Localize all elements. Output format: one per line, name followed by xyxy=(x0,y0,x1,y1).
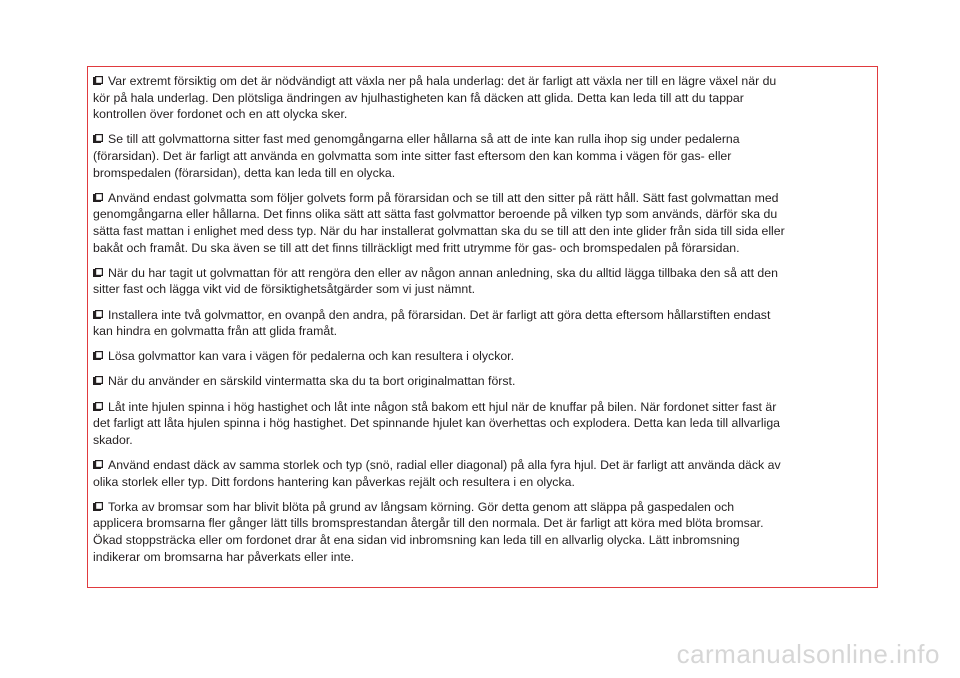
checkbox-bullet-icon xyxy=(93,76,103,86)
checkbox-bullet-icon xyxy=(93,502,103,512)
warning-item xyxy=(93,190,877,256)
warning-text-line: kör på hala underlag. Den plötsliga ändringen av hjulhastigheten kan få däcken att glida. Detta kan leda till att du tappar xyxy=(93,90,744,105)
warning-item xyxy=(93,265,877,298)
checkbox-bullet-icon xyxy=(93,460,103,470)
warning-text-line: Se till att golvmattorna sitter fast med genomgångarna eller hållarna så att de inte kan rulla ihop sig under pedalerna xyxy=(108,132,740,147)
warning-text-line: applicera bromsarna fler gånger lätt tills bromsprestandan återgår till den normala. Det är farligt att köra med blöta bromsar. xyxy=(93,516,764,531)
warning-text-line: kontrollen över fordonet och en att olycka sker. xyxy=(93,107,348,122)
warning-text-line: kan hindra en golvmatta från att glida framåt. xyxy=(93,324,338,339)
warning-item xyxy=(93,131,877,181)
warning-text-line: bromspedalen (förarsidan), detta kan leda till en olycka. xyxy=(93,165,396,180)
warning-first-line xyxy=(93,499,877,516)
checkbox-bullet-icon xyxy=(93,193,103,203)
warning-item xyxy=(93,373,877,390)
warning-text-line: Installera inte två golvmattor, en ovanpå den andra, på förarsidan. Det är farligt att göra detta eftersom hållarstiften endast xyxy=(108,307,771,322)
checkbox-bullet-icon xyxy=(93,402,103,412)
warning-text-line: sätta fast mattan i enlighet med dess typ. När du har installerat golvmattan ska du se till att den inte glider från sida till sida eller xyxy=(93,223,785,238)
warning-item xyxy=(93,399,877,449)
warning-text-line: Var extremt försiktig om det är nödvändigt att växla ner på hala underlag: det är farligt att växla ner till en lägre växel när du xyxy=(108,74,777,88)
warning-text-line: indikerar om bromsarna har påverkats eller inte. xyxy=(93,549,355,564)
checkbox-bullet-icon xyxy=(93,376,103,386)
warning-first-line xyxy=(93,457,877,474)
warning-text-line: (förarsidan). Det är farligt att använda en golvmatta som inte sitter fast eftersom den kan komma i vägen för gas- eller xyxy=(93,148,732,163)
checkbox-bullet-icon xyxy=(93,351,103,361)
checkbox-bullet-icon xyxy=(93,134,103,144)
watermark: carmanualsonline.info xyxy=(676,639,940,669)
warning-item xyxy=(93,457,877,490)
warning-box xyxy=(87,66,878,588)
warning-item xyxy=(93,73,877,123)
warning-text-line: det farligt att låta hjulen spinna i hög hastighet. Det spinnande hjulet kan överhettas och explodera. Detta kan leda till allvarliga xyxy=(93,416,781,431)
warning-text-line: När du har tagit ut golvmattan för att rengöra den eller av någon annan anledning, ska du alltid lägga tillbaka den så att den xyxy=(108,265,778,280)
warning-text-line: sitter fast och lägga vikt vid de försiktighetsåtgärder som vi just nämnt. xyxy=(93,282,476,297)
warning-text-line: Torka av bromsar som har blivit blöta på grund av långsam körning. Gör detta genom att släppa på gaspedalen och xyxy=(108,499,735,514)
warning-item xyxy=(93,307,877,340)
warning-text-line: När du använder en särskild vintermatta ska du ta bort originalmattan först. xyxy=(108,374,516,389)
warning-text-line: bakåt och framåt. Du ska även se till att det finns tillräckligt med fritt utrymme för gas- och bromspedalen på förarsidan. xyxy=(93,240,740,255)
warning-first-line xyxy=(93,265,877,282)
warning-first-line xyxy=(93,348,877,365)
warning-first-line xyxy=(93,373,877,390)
warning-text-line: olika storlek eller typ. Ditt fordons hantering kan påverkas rejält och resultera i en olycka. xyxy=(93,474,575,489)
warning-text-line: Låt inte hjulen spinna i hög hastighet och låt inte någon stå bakom ett hjul när de knuffar på bilen. När fordonet sitter fast är xyxy=(108,399,777,414)
warning-item xyxy=(93,348,877,365)
warning-first-line xyxy=(93,131,877,148)
warning-first-line xyxy=(93,73,877,90)
warning-text-line: skador. xyxy=(93,432,133,447)
warning-text-line: Lösa golvmattor kan vara i vägen för pedalerna och kan resultera i olyckor. xyxy=(108,349,515,364)
checkbox-bullet-icon xyxy=(93,310,103,320)
warning-first-line xyxy=(93,190,877,207)
warning-text-line: Ökad stoppsträcka eller om fordonet drar åt ena sidan vid inbromsning kan leda till en allvarlig olycka. Lätt inbromsning xyxy=(93,533,740,547)
warning-first-line xyxy=(93,399,877,416)
checkbox-bullet-icon xyxy=(93,268,103,278)
warning-list xyxy=(93,73,877,565)
warning-text-line: genomgångarna eller hållarna. Det finns olika sätt att sätta fast golvmattor beroende på vilken typ som används, därför ska du xyxy=(93,207,778,222)
warning-item xyxy=(93,499,877,565)
warning-text-line: Använd endast däck av samma storlek och typ (snö, radial eller diagonal) på alla fyra hjul. Det är farligt att använda däck av xyxy=(108,458,781,473)
warning-first-line xyxy=(93,307,877,324)
warning-text-line: Använd endast golvmatta som följer golvets form på förarsidan och se till att den sitter på rätt håll. Sätt fast golvmattan med xyxy=(108,190,779,205)
